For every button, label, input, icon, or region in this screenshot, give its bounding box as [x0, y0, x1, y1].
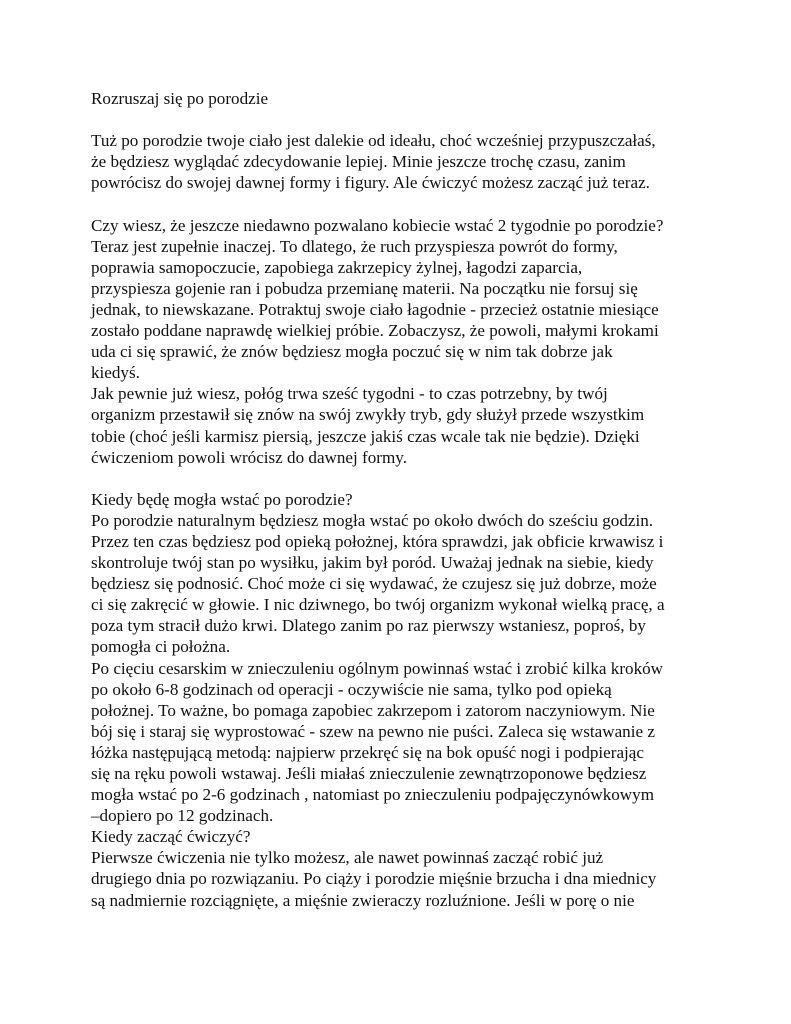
text-line: uda ci się sprawić, że znów będziesz mogła poczuć się w nim tak dobrze jak	[91, 342, 613, 362]
text-line: Po cięciu cesarskim w znieczuleniu ogólnym powinnaś wstać i zrobić kilka kroków	[91, 658, 664, 678]
text-line: że będziesz wyglądać zdecydowanie lepiej. Minie jeszcze trochę czasu, zanim	[91, 152, 626, 172]
text-line: bój się i staraj się wyprostować - szew na pewno nie puści. Zaleca się wstawanie z	[91, 721, 655, 741]
text-line: Jak pewnie już wiesz, połóg trwa sześć tygodni - to czas potrzebny, by twój	[91, 384, 608, 404]
text-line: po około 6-8 godzinach od operacji - oczywiście nie sama, tylko pod opieką	[91, 679, 612, 699]
text-line: poprawia samopoczucie, zapobiega zakrzepicy żylnej, łagodzi zaparcia,	[91, 257, 583, 277]
text-line: mogła wstać po 2-6 godzinach , natomiast po znieczuleniu podpajęczynówkowym	[91, 785, 654, 805]
paragraph-spacer	[91, 193, 711, 214]
text-line: Pierwsze ćwiczenia nie tylko możesz, ale nawet powinnaś zacząć robić już	[91, 848, 604, 868]
text-line: się na ręku powoli wstawaj. Jeśli miałaś znieczulenie zewnątrzoponowe będziesz	[91, 764, 647, 783]
text-line: kiedyś.	[91, 363, 140, 383]
paragraph-spacer	[91, 109, 711, 130]
section-heading: Kiedy zacząć ćwiczyć?	[91, 827, 251, 847]
text-line: Przez ten czas będziesz pod opieką położnej, która sprawdzi, jak obficie krwawisz i	[91, 531, 664, 551]
text-line: ci się zakręcić w głowie. I nic dziwnego, bo twój organizm wykonał wielką pracę, a	[91, 595, 665, 615]
text-line: tobie (choć jeśli karmisz piersią, jeszcze jakiś czas wcale tak nie będzie). Dzięki	[91, 426, 640, 446]
section-getting-up	[91, 489, 711, 911]
text-line: są nadmiernie rozciągnięte, a mięśnie zwieraczy rozluźnione. Jeśli w porę o nie	[91, 890, 635, 910]
text-line: poza tym stracił dużo krwi. Dlatego zanim po raz pierwszy wstaniesz, poproś, by	[91, 616, 646, 636]
text-line: Czy wiesz, że jeszcze niedawno pozwalano kobiecie wstać 2 tygodnie po porodzie?	[91, 215, 664, 235]
text-line: –dopiero po 12 godzinach.	[91, 806, 274, 826]
section-heading: Kiedy będę mogła wstać po porodzie?	[91, 489, 353, 509]
section-movement-benefits	[91, 215, 711, 468]
text-line: przyspiesza gojenie ran i pobudza przemianę materii. Na początku nie forsuj się	[91, 278, 638, 298]
document-title: Rozruszaj się po porodzie	[91, 89, 269, 108]
paragraph-spacer	[91, 468, 711, 489]
text-line: będziesz się podnosić. Choć może ci się wydawać, że czujesz się już dobrze, może	[91, 574, 657, 594]
intro-paragraph	[91, 130, 711, 193]
text-line: jednak, to niewskazane. Potraktuj swoje ciało łagodnie - przecież ostatnie miesiące	[91, 299, 659, 319]
text-line: ćwiczeniom powoli wrócisz do dawnej formy.	[91, 447, 407, 467]
text-line: drugiego dnia po rozwiązaniu. Po ciąży i porodzie mięśnie brzucha i dna miednicy	[91, 869, 657, 889]
document-page	[91, 88, 711, 911]
text-line: zostało poddane naprawdę wielkiej próbie. Zobaczysz, że powoli, małymi krokami	[91, 321, 659, 341]
text-line: Tuż po porodzie twoje ciało jest dalekie od ideału, choć wcześniej przypuszczałaś,	[91, 131, 656, 151]
text-line: pomogła ci położna.	[91, 637, 231, 657]
text-line: organizm przestawił się znów na swój zwykły tryb, gdy służył przede wszystkim	[91, 405, 645, 425]
text-line: położnej. To ważne, bo pomaga zapobiec zakrzepom i zatorom naczyniowym. Nie	[91, 700, 655, 720]
text-line: skontroluje twój stan po wysiłku, jakim był poród. Uważaj jednak na siebie, kiedy	[91, 553, 654, 573]
text-line: Po porodzie naturalnym będziesz mogła wstać po około dwóch do sześciu godzin.	[91, 510, 654, 530]
text-line: Teraz jest zupełnie inaczej. To dlatego, że ruch przyspiesza powrót do formy,	[91, 236, 618, 256]
text-line: łóżka następującą metodą: najpierw przekręć się na bok opuść nogi i podpierając	[91, 742, 644, 762]
text-line: powrócisz do swojej dawnej formy i figury. Ale ćwiczyć możesz zacząć już teraz.	[91, 173, 650, 193]
